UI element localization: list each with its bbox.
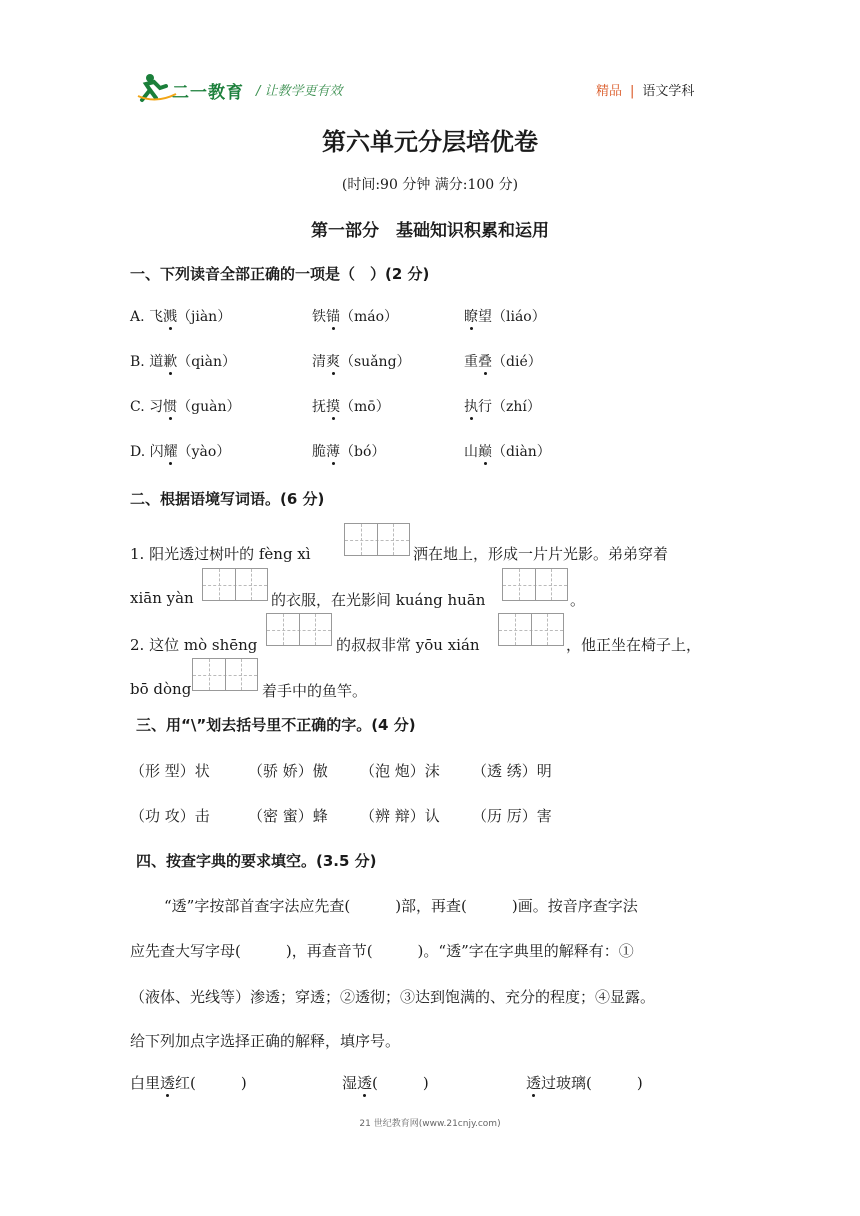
q4-item-3[interactable]: 透过玻璃( ) [526,1074,643,1092]
question-3-heading: 三、用“\”划去括号里不正确的字。(4 分) [136,716,416,734]
q4-paragraph-1: “透”字按部首查字法应先查( )部，再查( )画。按音序查字法 [164,897,638,915]
answer-grid-6[interactable] [192,658,258,691]
brand-name: 二一教育 [172,83,244,103]
q2-line2-b: 的衣服，在光影间 kuáng huān [271,591,486,609]
q3-row2-item1: （功 攻）击 [130,807,210,825]
footer-source: 21 世纪教育网(www.21cnjy.com) [359,1119,501,1129]
q2-line2-c: 。 [570,591,586,609]
q4-paragraph-2: 应先查大写字母( )，再查音节( )。“透”字在字典里的解释有：① [130,942,634,960]
q2-line3-c: ，他正坐在椅子上， [566,636,702,654]
answer-grid-4[interactable] [266,613,332,646]
part-heading: 第一部分 基础知识积累和运用 [311,221,549,241]
q3-row1-item4: （透 绣）明 [472,762,552,780]
q4-paragraph-3: （液体、光线等）渗透；穿透；②透彻；③达到饱满的、充分的程度；④显露。 [130,988,656,1006]
q1-option-a-word3: 瞭望（liáo） [464,309,546,325]
q2-line3-b: 的叔叔非常 yōu xián [336,636,480,654]
header-separator: | [630,84,635,99]
subject-label: 语文学科 [642,84,695,99]
q1-option-a-word2: 铁锚（máo） [312,309,399,325]
q3-row1-item2: （骄 娇）傲 [248,762,328,780]
quality-label: 精品 [596,84,623,99]
answer-grid-3[interactable] [502,568,568,601]
q2-line4-b: 着手中的鱼竿。 [262,682,368,700]
q1-option-a-word1: A. 飞溅（jiàn） [130,309,232,325]
q4-item-2[interactable]: 湿透( ) [342,1074,429,1092]
q4-paragraph-4: 给下列加点字选择正确的解释，填序号。 [130,1032,401,1050]
q1-option-c-word1: C. 习惯（guàn） [130,399,241,415]
q2-line1-a: 1. 阳光透过树叶的 fèng xì [130,545,311,563]
q1-option-c-word3: 执行（zhí） [464,399,541,415]
q3-row2-item4: （历 厉）害 [472,807,552,825]
question-1-heading: 一、下列读音全部正确的一项是（ ）(2 分) [130,265,430,283]
q2-line1-b: 洒在地上，形成一片片光影。弟弟穿着 [413,545,669,563]
q4-item-1[interactable]: 白里透红( ) [130,1074,247,1092]
slogan: / 让教学更有效 [256,84,343,99]
q1-option-b-word3: 重叠（dié） [464,354,542,370]
answer-grid-2[interactable] [202,568,268,601]
q3-row1-item1: （形 型）状 [130,762,210,780]
q2-line2-a: xiān yàn [130,589,194,607]
q1-option-b-word1: B. 道歉（qiàn） [130,354,237,370]
header-right [596,80,694,99]
page-title: 第六单元分层培优卷 [322,128,538,156]
q1-option-b-word2: 清爽（suǎng） [312,354,411,370]
q1-option-c-word2: 抚摸（mō） [312,399,390,415]
q2-line3-a: 2. 这位 mò shēng [130,636,258,654]
q3-row1-item3: （泡 炮）沫 [360,762,440,780]
answer-grid-5[interactable] [498,613,564,646]
q3-row2-item3: （辨 辩）认 [360,807,440,825]
q1-option-d-word2: 脆薄（bó） [312,444,386,460]
q1-option-d-word1: D. 闪耀（yào） [130,444,231,460]
q1-option-d-word3: 山巅（diàn） [464,444,551,460]
q2-line4-a: bō dòng [130,680,192,698]
exam-info: (时间:90 分钟 满分:100 分) [341,177,519,193]
question-4-heading: 四、按查字典的要求填空。(3.5 分) [136,852,377,870]
question-2-heading: 二、根据语境写词语。(6 分) [130,490,325,508]
answer-grid-1[interactable] [344,523,410,556]
q3-row2-item2: （密 蜜）蜂 [248,807,328,825]
